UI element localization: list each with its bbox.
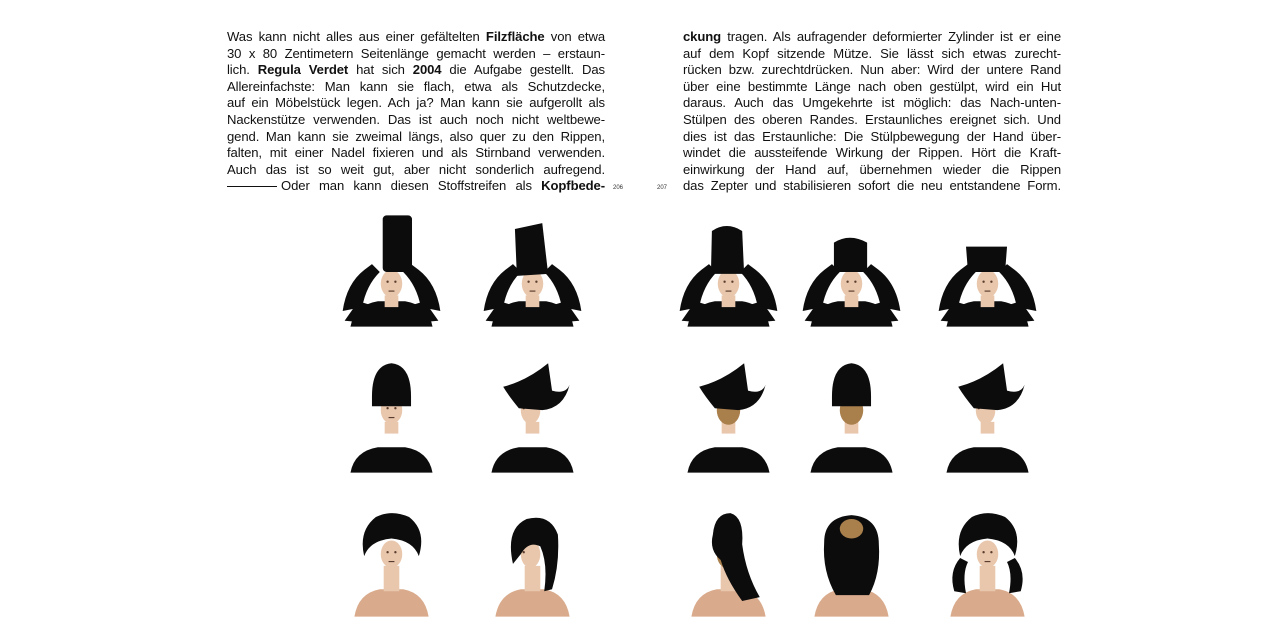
hat-portrait-figure — [470, 212, 595, 328]
photo-r2-2 — [470, 358, 595, 474]
text-line — [227, 145, 605, 162]
text-run: Oder man kann diesen Stoffstreifen als — [281, 178, 542, 194]
text-line — [227, 46, 605, 63]
photo-r2-5 — [925, 358, 1050, 474]
text-run: von etwa — [544, 29, 605, 44]
page-number-left: 206 — [613, 185, 624, 191]
felt-hat-shape — [834, 238, 867, 272]
text-run: dies ist das Erstaunliche: Die Stülpbewegung der Hand über- — [683, 128, 1061, 144]
hat-portrait-figure — [789, 212, 914, 328]
section-rule — [227, 186, 277, 187]
photo-r3-4 — [789, 502, 914, 618]
bold-term: Filzfläche — [485, 29, 545, 44]
photo-r1-3 — [666, 212, 791, 328]
felt-hat-shape — [958, 363, 1024, 410]
photo-r3-3 — [666, 502, 791, 618]
hat-portrait-figure — [666, 212, 791, 328]
text-run: daraus. Auch das Umgekehrte ist möglich: das Nach-unten- — [683, 95, 1061, 111]
text-run: über eine bestimmte Länge nach oben gestülpt, wird ein Hut — [683, 78, 1061, 94]
hat-portrait-figure — [666, 502, 791, 618]
photo-r2-3 — [666, 358, 791, 474]
hat-portrait-figure — [789, 502, 914, 618]
photo-r2-1 — [329, 358, 454, 474]
text-run: auf ein Möbelstück legen. Ach ja? Man kann sie aufgerollt als — [227, 95, 605, 111]
photo-r1-4 — [789, 212, 914, 328]
text-run: das Zepter und stabilisieren sofort die neu entstandene Form. — [683, 178, 1061, 194]
bold-term: Regula Verdet — [257, 62, 349, 78]
page-number-right: 207 — [657, 185, 668, 191]
hat-portrait-figure — [470, 502, 595, 618]
hat-portrait-figure — [666, 358, 791, 474]
text-run: tragen. Als aufragender deformierter Zylinder ist er eine — [721, 29, 1061, 44]
hat-portrait-figure — [329, 502, 454, 618]
hat-portrait-figure — [470, 358, 595, 474]
text-run: rücken bzw. zurechtdrücken. Nun aber: Wird der untere Rand — [683, 62, 1061, 78]
felt-hat-shape — [712, 513, 760, 601]
felt-hat-shape — [966, 247, 1007, 272]
photo-r1-5 — [925, 212, 1050, 328]
photo-r2-4 — [789, 358, 914, 474]
felt-hat-shape — [711, 226, 744, 274]
text-run: Was kann nicht alles aus einer gefältelten — [227, 29, 486, 44]
hat-portrait-figure — [925, 358, 1050, 474]
text-run: Stülpen des oberen Randes. Erstaunliches ereignet sich. Und — [683, 111, 1061, 127]
hat-portrait-figure — [329, 358, 454, 474]
text-line — [227, 79, 605, 96]
felt-hat-shape — [699, 363, 765, 410]
text-line — [227, 62, 605, 79]
hat-portrait-figure — [329, 212, 454, 328]
text-line — [227, 162, 605, 179]
right-page-text — [683, 29, 1061, 195]
text-line — [683, 29, 1061, 46]
photo-r3-1 — [329, 502, 454, 618]
text-run: die Aufgabe gestellt. Das — [441, 62, 605, 78]
photo-r1-1 — [329, 212, 454, 328]
photo-r1-2 — [470, 212, 595, 328]
text-line — [683, 129, 1061, 146]
photo-r3-2 — [470, 502, 595, 618]
text-run: hat sich — [348, 62, 413, 78]
hat-portrait-figure — [789, 358, 914, 474]
text-run: windet die aussteifende Wirkung der Rippen. Hört die Kraft- — [683, 145, 1061, 161]
hat-portrait-figure — [925, 502, 1050, 618]
bold-term: ckung — [683, 29, 722, 44]
felt-hat-shape — [383, 215, 412, 272]
text-run: 30 x 80 Zentimetern Seitenlänge gemacht werden – erstaun- — [227, 45, 605, 61]
photo-r3-5 — [925, 502, 1050, 618]
felt-hat-shape — [515, 223, 548, 276]
text-line — [227, 95, 605, 112]
felt-hat-shape — [503, 363, 569, 410]
text-run: auf dem Kopf sitzende Mütze. Sie lässt sich etwas zurecht- — [683, 45, 1061, 61]
text-line — [683, 62, 1061, 79]
text-line — [227, 178, 605, 195]
text-run: lich. — [227, 62, 258, 78]
bold-term: Kopfbede- — [541, 178, 605, 194]
text-run: Auch das ist so weit gut, aber nicht sonderlich aufregend. — [227, 161, 605, 177]
text-run: falten, mit einer Nadel fixieren und als Stirnband verwenden. — [227, 145, 605, 161]
text-run: gend. Man kann sie zweimal längs, also quer zu den Rippen, — [227, 128, 605, 144]
text-line — [683, 95, 1061, 112]
felt-hat-shape — [832, 363, 871, 406]
text-line — [683, 79, 1061, 96]
text-line — [683, 178, 1061, 195]
text-run: Allereinfachste: Man kann sie flach, etwa als Schutzdecke, — [227, 78, 605, 94]
text-line — [683, 46, 1061, 63]
text-line — [683, 112, 1061, 129]
text-line — [227, 129, 605, 146]
text-line — [227, 112, 605, 129]
left-page-text — [227, 29, 605, 195]
text-run: Nackenstütze verwenden. Das ist auch noch nicht weltbewe- — [227, 111, 605, 127]
hat-portrait-figure — [925, 212, 1050, 328]
text-line — [227, 29, 605, 46]
felt-hat-shape — [372, 363, 411, 406]
felt-hat-shape — [824, 515, 879, 595]
text-line — [683, 162, 1061, 179]
text-line — [683, 145, 1061, 162]
bold-term: 2004 — [412, 62, 442, 78]
text-run: einwirkung der Hand auf, übernehmen wieder die Rippen — [683, 161, 1061, 177]
